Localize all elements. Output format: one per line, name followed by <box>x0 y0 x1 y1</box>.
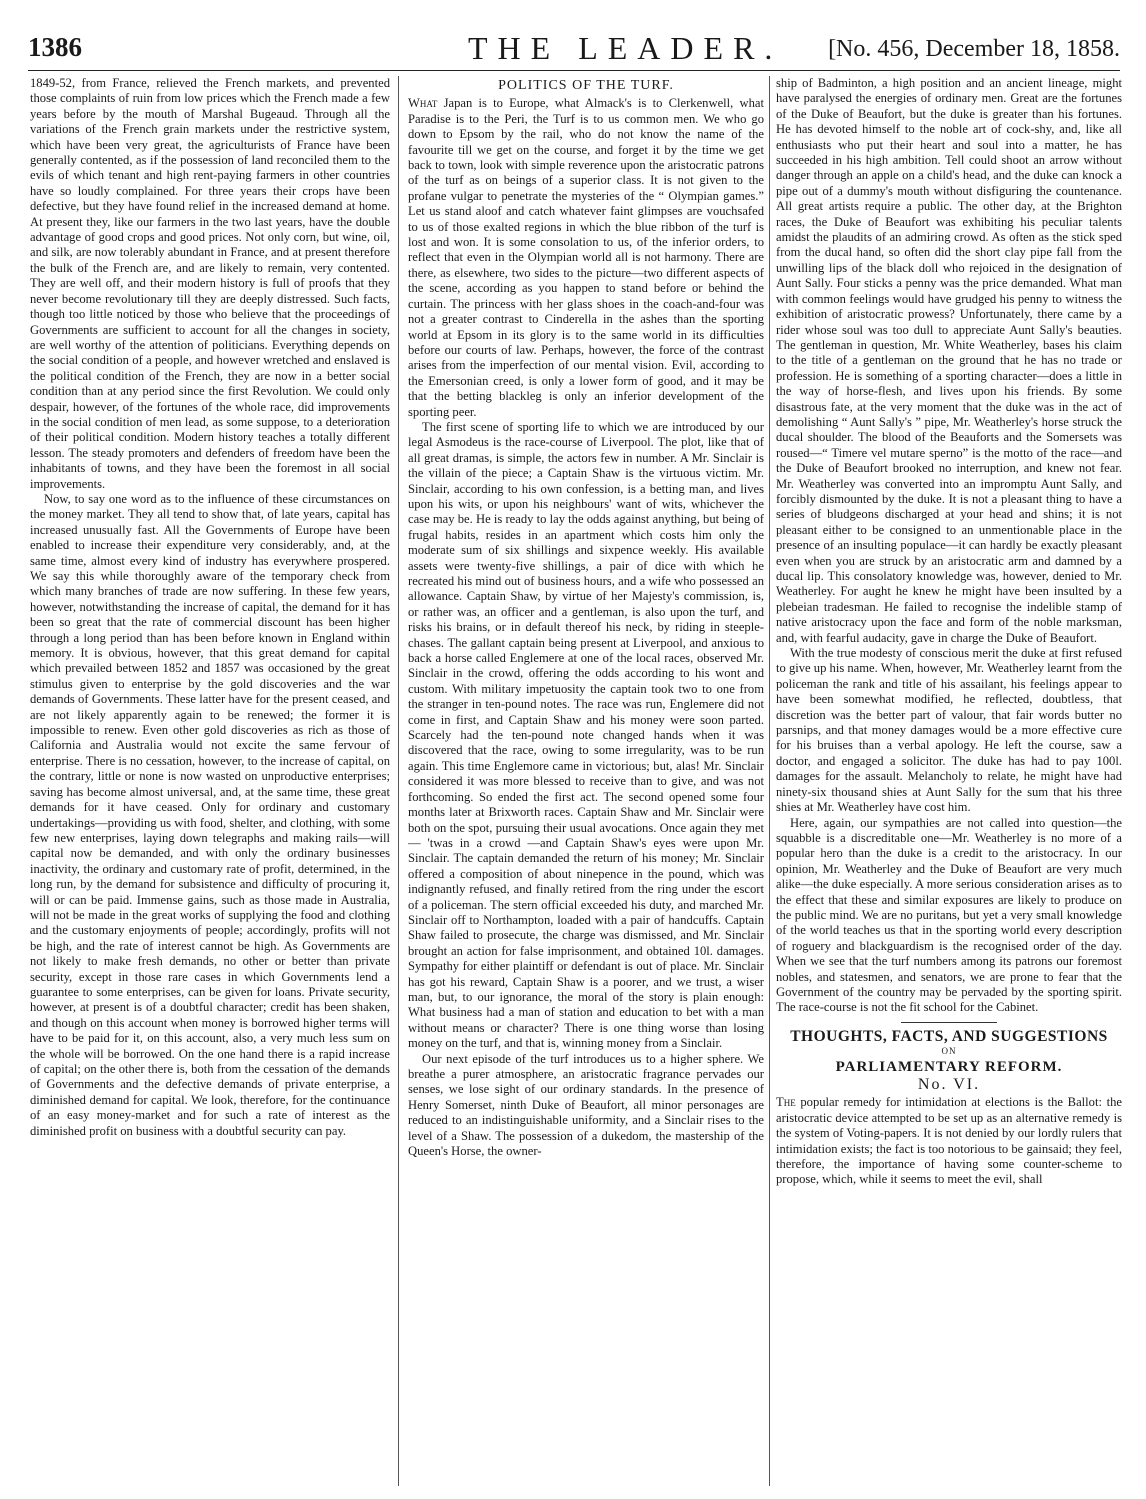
paragraph-text: Japan is to Europe, what Almack's is to Clerkenwell, what Paradise is to the Peri, the Turf is to us common men. We who go down to Epsom by the rail, who do not know the name of the favourite till we get on the course, and forget it by the time we get back to town, look with simple reverence upon the aristocratic patrons of the turf as on beings of a superior class. It is not given to the profane vulgar to penetrate the mysteries of the “ Olympian games.” Let us stand aloof and catch whatever faint glimpses are vouchsafed to us of those exalted regions in which the blue ribbon of the turf is lost and won. It is some consolation to us, of the inferior orders, to reflect that even in the Olympian world all is not harmony. There are there, as elsewhere, two sides to the picture—two different aspects of the scene, according as you happen to stand before or behind the curtain. The princess with her glass shoes in the coach-and-four was not a greater contrast to Cinderella in the ashes than the sporting world at Epsom in its glory is to the same world in its difficulties before our courts of law. Perhaps, however, the force of the contrast arises from the imperfection of our mental vision. Evil, according to the Emersonian creed, is only a lower form of good, and it may be that the betting blackleg is only an inferior development of the sporting peer. <box>408 96 764 419</box>
section-subtitle: PARLIAMENTARY REFORM. <box>835 1058 1063 1075</box>
column-middle <box>408 76 764 1486</box>
paragraph <box>408 96 764 420</box>
issue-date: [No. 456, December 18, 1858. <box>828 36 1120 62</box>
section-on: ON <box>941 1046 957 1057</box>
paragraph: Our next episode of the turf introduces us to a higher sphere. We breathe a purer atmosphere, an aristocratic fragrance pervades our senses, we lose sight of our ordinary standards. In the presence of Henry Somerset, ninth Duke of Beaufort, all minor personages are reduced to an indistinguishable uniformity, and a Sinclair rises to the level of a Shaw. The possession of a dukedom, the mastership of the Queen's Horse, the owner- <box>408 1051 764 1159</box>
column-rule <box>398 76 399 1486</box>
masthead: THE LEADER. <box>468 30 783 66</box>
column-rule <box>769 76 770 1486</box>
article-title: POLITICS OF THE TURF. <box>498 78 674 93</box>
paragraph: ship of Badminton, a high position and an ancient lineage, might have paralysed the energies of ordinary men. Great are the fortunes of the Duke of Beaufort, but the duke is greater than his fortunes. He has devoted himself to the noble art of cock-shy, and, like all enthusiasts who put their heart and soul into a matter, he has succeeded in his high ambition. Tell could shoot an arrow without danger through an apple on a child's head, and the duke can knock a pipe out of a dummy's mouth without disfiguring the countenance. All great artists require a public. The other day, at the Brighton races, the Duke of Beaufort was exhibiting his peculiar talents amidst the plaudits of an admiring crowd. As often as the stick sped from the ducal hand, so often did the short clay pipe fall from the unwilling lips of the black doll who rejoiced in the designation of Aunt Sally. Four sticks a penny was the price demanded. What man with common feelings would have grudged his penny to witness the exhibition of aristocratic prowess? Unfortunately, there came by a rider whose soul was too dull to appreciate Aunt Sally's beauties. The gentleman in question, Mr. White Weatherley, bases his claim to the title of a gentleman on the ground that he has no trade or profession. He is something of a sporting character—does a little in the way of horse-flesh, and lives upon his friends. By some disastrous fate, at the very moment that the duke was in the act of demolishing “ Aunt Sally's ” pipe, Mr. Weatherley's horse struck the ducal shoulder. The blood of the Beauforts and the Somersets was roused—“ Timere vel mutare sperno” is the motto of the race—and the Duke of Beaufort brooked no interruption, and knew not fear. Mr. Weatherley was converted into an impromptu Aunt Sally, and forcibly dismounted by the duke. It is not a pleasant thing to have a series of bludgeons discharged at your head and shins; it is not pleasant either to be consigned to an unmentionable place in the presence of an insulting populace—it can hardly be exactly pleasant even when you are struck by an aristocratic arm and damned by a ducal lip. This consolatory knowledge was, however, denied to Mr. Weatherley. For aught he knew he might have been insulted by a plebeian tradesman. He failed to recognise the indelible stamp of native aristocracy upon the face and form of the noble marksman, and, with fearful audacity, gave in charge the Duke of Beaufort. <box>776 76 1122 645</box>
paragraph: Here, again, our sympathies are not called into question—the squabble is a discreditable one—Mr. Weatherley is no more of a popular hero than the duke is a credit to the aristocracy. In our opinion, Mr. Weatherley and the Duke of Beaufort are very much alike—the duke especially. A more serious consideration arises as to the effect that these and similar exposures are likely to produce on the public mind. We are no puritans, but yet a very small knowledge of the world teaches us that in the sporting world every description of roguery and blackguardism is the recognised order of the day. When we see that the turf numbers among its patrons our foremost nobles, and statesmen, and senators, we are prone to fear that the Government of the country may be pervaded by the sporting spirit. The race-course is not the fit school for the Cabinet. <box>776 815 1122 1015</box>
page-number: 1386 <box>28 32 82 62</box>
section-title: THOUGHTS, FACTS, AND SUGGESTIONS <box>790 1027 1108 1045</box>
column-right <box>776 76 1122 1486</box>
paragraph: With the true modesty of conscious merit the duke at first refused to give up his name. When, however, Mr. Weatherley learnt from the policeman the rank and title of his assailant, his feelings appear to have been somewhat modified, he reflected, doubtless, that discretion was the better part of valour, that fair words butter no parsnips, and that money damages would be a more effective cure for his bruises than a verbal apology. He left the course, saw a doctor, and engaged a solicitor. The duke has had to pay 100l. damages for the assault. Melancholy to relate, he might have had ninety-six thousand shies at Aunt Sally for the sum that his three shies at Mr. Weatherley have cost him. <box>776 646 1122 815</box>
paragraph: The first scene of sporting life to which we are introduced by our legal Asmodeus is the race-course of Liverpool. The plot, like that of all great dramas, is simple, the actors few in number. A Mr. Sinclair is the villain of the piece; a Captain Shaw is the virtuous victim. Mr. Sinclair, according to his own confession, is a betting man, and lives upon his wits, or upon his neighbours' want of wits, whichever the case may be. He is ready to lay the odds against anything, but being of frugal habits, resides in an apartment which costs him only the moderate sum of six shillings and sixpence weekly. His available assets were twenty-five shillings, a pair of dice with which he recreated his mind out of business hours, and a wife who possessed an allowance. Captain Shaw, by virtue of her Majesty's commission, is, or rather was, an officer and a gentleman, is also upon the turf, and risks his brains, or in default thereof his neck, by riding in steeple-chases. The gallant captain being present at Liverpool, and anxious to back a horse called Englemere at one of the local races, observed Mr. Sinclair in the crowd, offering the odds according to his wont and custom. With military impetuosity the captain took two to one from the stranger in ten-pound notes. The race was run, Englemere did not come in first, and Captain Shaw and his money were soon parted. Scarcely had the ten-pound note changed hands when it was discovered that the race, owing to some irregularity, was to be run again. This time Englemore came in victorious; but, alas! Mr. Sinclair considered it was more blessed to receive than to give, and was not forthcoming. So ended the first act. The second opened some four months later at Brixworth races. Captain Shaw and Mr. Sinclair were both on the spot, pursuing their usual avocations. Once again they met — 'twas in a crowd —and Captain Shaw's eyes were upon Mr. Sinclair. The captain demanded the return of his money; Mr. Sinclair offered a composition of about ninepence in the pound, which was indignantly refused, and finally retired from the ring under the escort of a policeman. The stern official exceeded his duty, and marched Mr. Sinclair off to Northampton, loaded with a pair of handcuffs. Captain Shaw failed to prosecute, the charge was dismissed, and Mr. Sinclair brought an action for false imprisonment, and obtained 10l. damages. Sympathy for either plaintiff or defendant is out of place. Mr. Sinclair has got his reward, Captain Shaw is a poorer, and we trust, a wiser man, but, to our ignorance, the moral of the story is plain enough: What business had a man of station and education to bet with a man without means or character? There is one thing worse than losing money on the turf, and that is, winning money from a Sinclair. <box>408 419 764 1051</box>
column-left <box>30 76 390 1486</box>
paragraph: 1849-52, from France, relieved the French markets, and prevented those complaints of ruin from low prices which the French made a few years before by the mouth of Marshal Bugeaud. Through all the variations of the French grain markets under the restrictive system, which have been very great, the agriculturists of France have been generally contented, as if the possession of land reconciled them to the evils of which tenant and high rent-paying farmers in other countries have so loudly complained. For three years their crops have been defective, but they have found relief in the increased demand at home. At present they, like our farmers in the two last years, have the double advantage of good crops and good prices. Not only corn, but wine, oil, and silk, are now tolerably abundant in France, and at present therefore the bulk of the French are, and are likely to remain, very contented. They are well off, and their modern history is full of proofs that they never become revolutionary till they are deeply distressed. Such facts, though too little noticed by those who believe that the proceedings of Governments are sufficient to account for all the changes in society, are well worthy of the attention of politicians. Everything depends on the social condition of a people, and however wretched and enslaved is the political condition of the French, they are now in a better social condition than at any period since the first Revolution. We could only despair, however, of the fortunes of the whole race, did improvements in the social condition of men lead, as some suppose, to a deterioration of their political condition. Modern history teaches a totally different lesson. The steady promoters and defenders of freedom have been the inhabitants of towns, and they have been the foremost in all social improvements. <box>30 76 390 491</box>
paragraph: Now, to say one word as to the influence of these circumstances on the money market. They all tend to show that, of late years, capital has increased unusually fast. All the Governments of Europe have been enabled to increase their expenditure very considerably, and, at the same time, almost every kind of industry has everywhere prospered. We say this while thoroughly aware of the temporary check from which many branches of trade are now suffering. In these few years, however, notwithstanding the increase of capital, the demand for it has been so great that the rate of commercial discount has been higher through a long period than has been before known in England within memory. It is obvious, however, that this great demand for capital which prevailed between 1852 and 1857 was occasioned by the great stimulus given to enterprise by the gold discoveries and the war demands of Governments. These latter have for the present ceased, and are not likely apparently again to be renewed; the former it is impossible to renew. Even other gold discoveries as rich as those of California and Australia would not excite the same fervour of enterprise. There is no cessation, however, to the increase of capital, on the contrary, little or none is now wasted on unproductive enterprises; saving has become almost universal, and, at the same time, these great demands for it have ceased. Only for ordinary and customary undertakings—providing us with food, shelter, and clothing, with some few new enterprises, laying down telegraphs and making rails—will capital now be demanded, and with only the ordinary businesses inactivity, the ordinary and customary rate of profit, determined, in the long run, by the demand for subsistence and difficulty of procuring it, will or can be paid. Immense gains, such as those made in Australia, will not be made in the great works of supplying the food and clothing and the customary enjoyments of people; accordingly, profits will not be high, and the rate of interest cannot be high. As Governments are not likely to make fresh demands, no other or better than private security, except in those rare cases in which Governments lend a guarantee to some enterprises, can be given for loans. Private security, however, at present is of a doubtful character; credit has been shaken, and though on this account when money is borrowed higher terms will have to be paid for it, on this account, also, a very much less sum on the whole will be borrowed. On the one hand there is a rapid increase of capital; on the other there is, both from the cessation of the demands of Governments and the defective demands of private enterprise, a diminished demand for capital. We look, therefore, for the continuance of an easy money-market and for such a rate of interest as the diminished profit on business with a doubtful security can pay. <box>30 491 390 1138</box>
lead-word: The <box>776 1095 796 1110</box>
section-divider <box>901 1022 997 1023</box>
section-number: No. VI. <box>917 1076 981 1093</box>
paragraph <box>776 1095 1122 1187</box>
page-header <box>28 30 1120 71</box>
paragraph-text: popular remedy for intimidation at elections is the Ballot: the aristocratic device attempted to be set up as an alternative remedy is the system of Voting-papers. It is not denied by our lordly rulers that intimidation exists; the fact is too notorious to be gainsaid; they feel, therefore, the importance of having some counter-scheme to propose, which, while it seems to meet the evil, shall <box>776 1095 1122 1187</box>
lead-word: What <box>408 96 438 111</box>
